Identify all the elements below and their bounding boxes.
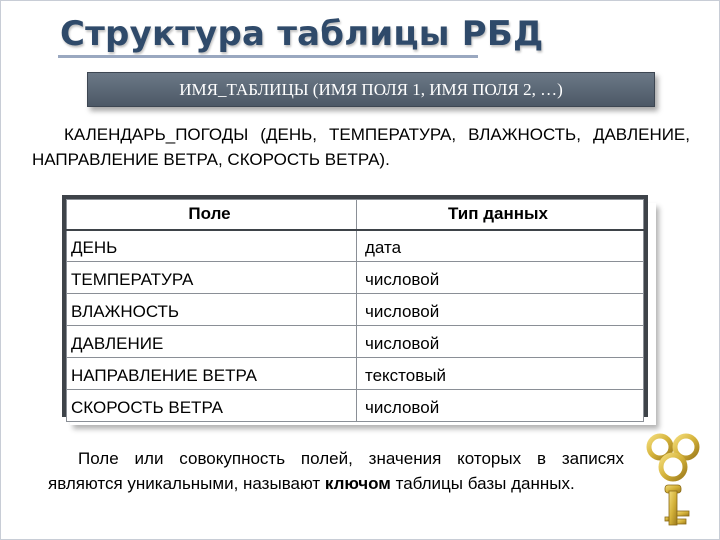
field-name: ВЛАЖНОСТЬ (67, 294, 357, 326)
field-type: числовой (357, 294, 644, 326)
table-header-row (67, 200, 644, 230)
field-type: числовой (357, 390, 644, 422)
field-name: ДЕНЬ (67, 230, 357, 262)
note-keyword: ключом (324, 474, 391, 493)
field-type: текстовый (357, 358, 644, 390)
table-row (67, 294, 644, 326)
field-name: СКОРОСТЬ ВЕТРА (67, 390, 357, 422)
table-format-label: ИМЯ_ТАБЛИЦЫ (ИМЯ ПОЛЯ 1, ИМЯ ПОЛЯ 2, …) (179, 79, 563, 99)
key-icon (634, 425, 714, 535)
field-name: НАПРАВЛЕНИЕ ВЕТРА (67, 358, 357, 390)
field-type: дата (357, 230, 644, 262)
title-underline (58, 55, 478, 58)
table-row (67, 262, 644, 294)
field-name: ТЕМПЕРАТУРА (67, 262, 357, 294)
key-definition-text (48, 446, 624, 496)
header-field: Поле (67, 200, 357, 230)
header-data-type: Тип данных (357, 200, 644, 230)
field-type: числовой (357, 262, 644, 294)
note-after: таблицы базы данных. (390, 474, 575, 493)
table-row (67, 230, 644, 262)
table-row (67, 390, 644, 422)
page-title: Структура таблицы РБД (60, 14, 544, 54)
example-text (32, 122, 690, 172)
fields-table-frame (62, 195, 648, 417)
note-before: Поле или совокупность полей, значения которых в записях являются уникальными, называют (48, 449, 624, 493)
table-row (67, 358, 644, 390)
field-type: числовой (357, 326, 644, 358)
table-format-box (87, 72, 655, 107)
fields-table (66, 199, 644, 422)
table-row (67, 326, 644, 358)
example-text-content: КАЛЕНДАРЬ_ПОГОДЫ (ДЕНЬ, ТЕМПЕРАТУРА, ВЛАЖНОСТЬ, ДАВЛЕНИЕ, НАПРАВЛЕНИЕ ВЕТРА, СКОРОСТЬ ВЕТРА). (32, 125, 690, 169)
field-name: ДАВЛЕНИЕ (67, 326, 357, 358)
